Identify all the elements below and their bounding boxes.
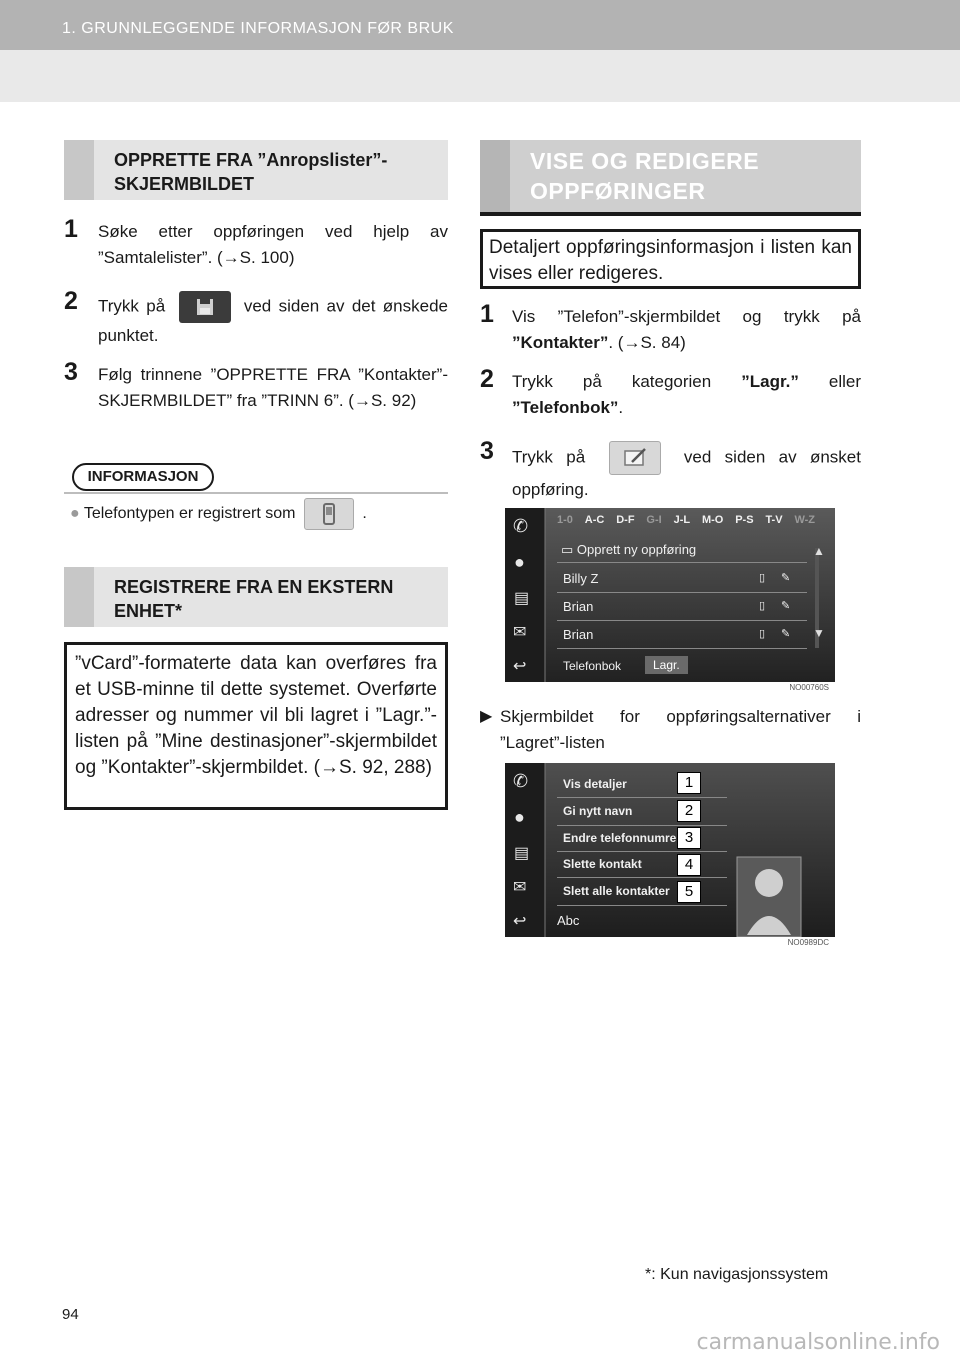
save-icon	[179, 291, 231, 323]
options-screenshot	[505, 763, 835, 948]
bottom-tab-telefonbok[interactable]: Telefonbok	[563, 659, 622, 673]
step-bold: ”Kontakter”	[512, 333, 609, 352]
option-item[interactable]: Slette kontakt	[563, 857, 642, 871]
step-number: 3	[480, 437, 494, 465]
section-title: OPPRETTE FRA ”Anropslister”-SKJERMBILDET	[114, 150, 388, 194]
step-number: 1	[64, 215, 78, 243]
info-label: INFORMASJON	[72, 463, 214, 491]
step-number: 2	[480, 365, 494, 393]
alpha-tab[interactable]: A-C	[584, 514, 605, 526]
edit-icon[interactable]: ✎	[781, 572, 791, 584]
info-divider	[64, 492, 448, 494]
section-title: VISE OG REDIGERE OPPFØRINGER	[530, 148, 760, 204]
step-2-right	[480, 365, 861, 421]
edit-icon	[609, 441, 661, 475]
bullet-icon: ●	[70, 505, 80, 523]
back-sidebar-icon: ↩	[513, 913, 527, 930]
alpha-tab[interactable]: J-L	[673, 514, 691, 526]
new-entry-label: Opprett ny oppføring	[576, 542, 697, 557]
callout-number: 3	[677, 827, 701, 849]
option-item[interactable]: Gi nytt navn	[563, 804, 633, 818]
message-sidebar-icon: ✉	[513, 879, 527, 896]
chapter-title: 1. GRUNNLEGGENDE INFORMASJON FØR BRUK	[62, 20, 454, 37]
contact-row[interactable]	[563, 571, 791, 586]
callout-number: 1	[677, 772, 701, 794]
section-title: REGISTRERE FRA EN EKSTERN ENHET*	[114, 577, 394, 621]
step-text-after: .	[618, 398, 624, 417]
step-1-left	[64, 215, 448, 271]
contact-list-screenshot	[505, 508, 835, 693]
step-number: 2	[64, 287, 78, 315]
step-text-before: Trykk på kategorien	[512, 372, 712, 391]
caption-text: Skjermbildet for oppføringsalternativer i ”Lagret”-listen	[500, 707, 861, 752]
step-text: Søke etter oppføringen ved hjelp av ”Samtalelister”. (→S. 100)	[98, 222, 448, 267]
step-bold-1: ”Lagr.”	[741, 372, 799, 391]
phone-sidebar-icon: ✆	[513, 516, 529, 536]
screenshot-code: NO0989DC	[787, 938, 829, 947]
alpha-tab[interactable]: P-S	[735, 514, 754, 526]
callout-number: 5	[677, 881, 701, 903]
back-sidebar-icon: ↩	[513, 658, 527, 675]
step-text-before: Trykk på	[512, 447, 586, 467]
contacts-sidebar-icon: ●	[514, 807, 525, 827]
phone-sidebar-icon: ✆	[513, 771, 529, 791]
section-registrere-ekstern	[64, 567, 448, 627]
contacts-sidebar-icon: ●	[514, 552, 525, 572]
page-number: 94	[62, 1306, 79, 1323]
contact-name: Brian	[563, 627, 594, 642]
step-text-after: ved siden av det ønskede punktet.	[98, 296, 449, 345]
intro-box: Detaljert oppføringsinformasjon i listen kan vises eller redigeres.	[480, 229, 861, 289]
info-item	[70, 498, 450, 530]
step-text-before: Trykk på	[98, 296, 166, 316]
call-log-sidebar-icon: ▤	[514, 590, 530, 607]
section-opprette-anropslister	[64, 140, 448, 200]
vcard-info-box: ”vCard”-formaterte data kan overføres fra et USB-minne til dette systemet. Overførte adresser og nummer vil bli lagret i ”Lagr.”-listen på ”Mine destinasjoner”-skjermbildet og ”Kontakter”-skjermbildet. (→S. 92, 288)	[64, 642, 448, 810]
new-entry-icon: ▭	[561, 542, 574, 557]
options-screen	[505, 763, 835, 948]
section-vise-redigere	[480, 140, 861, 216]
watermark: carmanualsonline.info	[696, 1330, 940, 1355]
step-number: 1	[480, 300, 494, 328]
step-text: Følg trinnene ”OPPRETTE FRA ”Kontakter”-SKJERMBILDET” fra ”TRINN 6”. (→S. 92)	[98, 365, 448, 410]
edit-icon[interactable]: ✎	[781, 600, 791, 612]
message-sidebar-icon: ✉	[513, 624, 527, 641]
step-2-left	[64, 287, 449, 349]
step-bold-2: ”Telefonbok”	[512, 398, 619, 417]
section-tab	[64, 140, 94, 200]
option-item[interactable]: Endre telefonnumre	[563, 831, 677, 845]
contact-name: Brian	[563, 599, 594, 614]
bottom-tab-lagr[interactable]: Lagr.	[645, 656, 688, 674]
scroll-down-icon[interactable]: ▼	[813, 626, 825, 640]
contact-name: Billy Z	[563, 571, 599, 586]
section-tab	[480, 140, 510, 212]
alpha-tab[interactable]: T-V	[765, 514, 783, 526]
info-text: Telefontypen er registrert som	[83, 505, 296, 523]
option-item[interactable]: Slett alle kontakter	[563, 884, 670, 898]
phone-type-icon	[304, 498, 354, 530]
call-log-sidebar-icon: ▤	[514, 845, 530, 862]
section-tab	[64, 567, 94, 627]
contact-row[interactable]	[563, 627, 791, 642]
info-end: .	[362, 505, 367, 523]
step-text-mid: eller	[828, 372, 861, 391]
alpha-tab[interactable]: G-I	[646, 514, 662, 526]
step-3-left	[64, 358, 448, 414]
step-3-right	[480, 437, 861, 505]
contact-row[interactable]	[563, 599, 791, 614]
step-text-before: Vis ”Telefon”-skjermbildet og trykk på	[512, 307, 861, 326]
callout-number: 4	[677, 854, 701, 876]
footnote: *: Kun navigasjonssystem	[645, 1266, 829, 1283]
step-number: 3	[64, 358, 78, 386]
phone-icon: ▯	[759, 628, 766, 640]
step-text-after: . (→S. 84)	[608, 333, 686, 352]
alpha-tab[interactable]: 1-0	[557, 514, 573, 526]
alphabet-tabs	[557, 514, 815, 526]
screenshot-code: NO00760S	[789, 683, 829, 692]
callout-number: 2	[677, 800, 701, 822]
header-band	[0, 50, 960, 102]
alpha-tab[interactable]: D-F	[616, 514, 635, 526]
step-text-after: ved siden av ønsket oppføring.	[512, 447, 861, 499]
phone-icon: ▯	[759, 572, 766, 584]
step-1-right	[480, 300, 861, 356]
new-entry-row[interactable]	[561, 542, 696, 558]
contact-name-field: Abc	[557, 913, 580, 928]
alpha-tab[interactable]: M-O	[701, 514, 724, 526]
caption-arrow-icon: ▶	[480, 708, 493, 725]
chapter-header-bar	[0, 0, 960, 50]
screen-caption	[480, 704, 861, 756]
alpha-tab[interactable]: W-Z	[794, 514, 815, 526]
phone-icon: ▯	[759, 600, 766, 612]
option-item[interactable]: Vis detaljer	[563, 777, 627, 791]
scroll-up-icon[interactable]: ▲	[813, 544, 825, 558]
edit-icon[interactable]: ✎	[781, 628, 791, 640]
